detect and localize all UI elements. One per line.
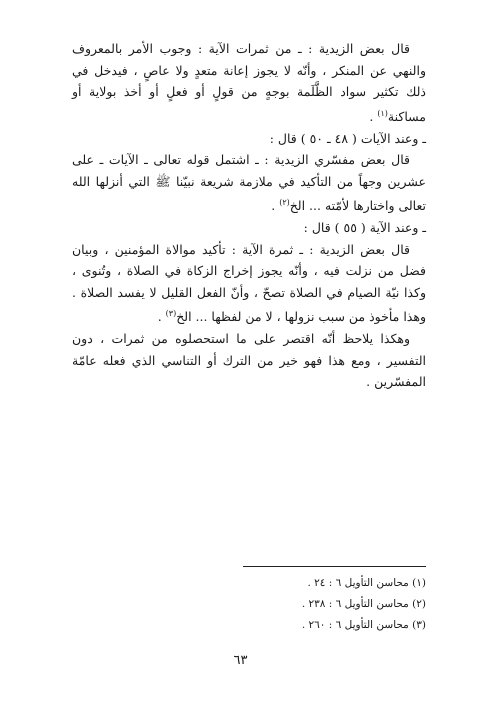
footnotes — [72, 573, 426, 636]
footnote-divider — [243, 566, 426, 567]
footnote-ref-2: (٢) — [279, 198, 290, 208]
heading-verses-48-50: ـ وعند الآيات ( ٤٨ ـ ٥٠ ) قال : — [269, 130, 426, 146]
paragraph-twenty-aspects: قال بعض مفسّري الزيدية : ـ اشتمل قوله تعالى ـ الآيات ـ على عشرين وجهاً من التأكيد في ملازمة شريعة نبيّنا ﷺ التي أنزلها الله تعالى واختارها لأمّته ... الخ$^{(٢)}$ . — [72, 152, 426, 214]
heading-verse-55: ـ وعند الآية ( ٥٥ ) قال : — [303, 220, 426, 236]
page-number: ٦٣ — [233, 653, 248, 668]
footnote-ref-1: (١) — [377, 108, 388, 118]
main-text — [72, 38, 426, 393]
footnote-3: (٣) محاسن التأويل ٦ : ٢٦٠ . — [301, 619, 426, 631]
paragraph-conclusion: وهكذا يلاحظ أنّه اقتصر على ما استحصلوه من ثمرات ، دون التفسير ، ومع هذا فهو خير من الترك أو التناسي الذي فعله عامّة المفسّرين . — [72, 331, 426, 390]
footnote-ref-3: (٣) — [165, 309, 177, 319]
paragraph-zaydi-verse-fruits: قال بعض الزيدية : ـ من ثمرات الآية : وجوب الأمر بالمعروف والنهي عن المنكر ، وأنّه لا يجوز إعانة متعدٍ ولا عاصٍ ، فيدخل في ذلك تكثير سواد الظَّلَمة بوجهٍ من قولٍ أو فعلٍ أو أخذ بولاية أو مساكنة$^{(١)}$ . — [72, 41, 426, 124]
footnote-1: (١) محاسن التأويل ٦ : ٢٤ . — [307, 577, 426, 589]
footnote-2: (٢) محاسن التأويل ٦ : ٢٣٨ . — [301, 598, 426, 610]
paragraph-believers-loyalty: قال بعض الزيدية : ـ ثمرة الآية : تأكيد موالاة المؤمنين ، وبيان فضل من نزلت فيه ، وأنّه يجوز إخراج الزكاة في الصلاة ، وتُنوى ، وكذا نيّة الصيام في الصلاة تصحّ ، وأنّ الفعل القليل لا يفسد الصلاة . وهذا مأخوذ من سبب نزولها ، لا من لفظها ... الخ$^{(٣)}$ . — [72, 241, 426, 325]
